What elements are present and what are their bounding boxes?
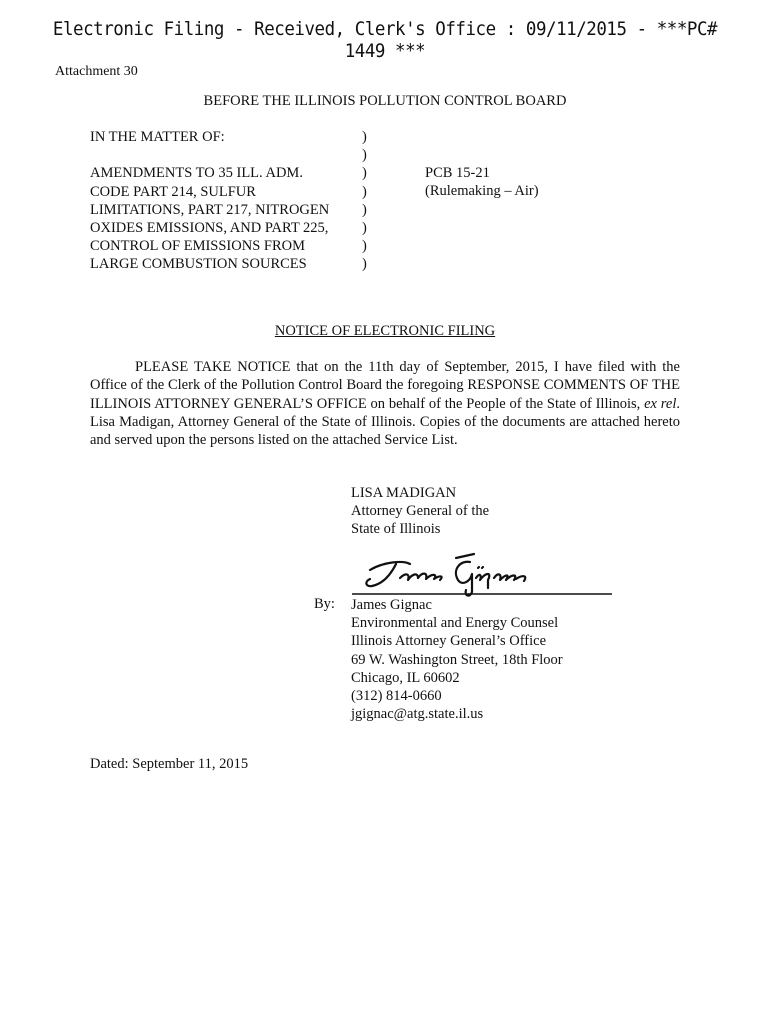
by-label: By: [314,596,335,612]
counsel-phone: (312) 814-0660 [351,688,442,705]
case-caption-left [90,128,329,274]
counsel-role: Environmental and Energy Counsel [351,615,559,632]
caption-spacer [90,146,329,164]
caption-parentheses-column [362,128,367,274]
caption-title-line: CONTROL OF EMISSIONS FROM [90,238,305,255]
signatory-title: Attorney General of the [351,503,490,520]
notice-title [0,323,770,340]
counsel-address: 69 W. Washington Street, 18th Floor [351,651,563,668]
filing-stamp-header: Electronic Filing - Received, Clerk's Office : 09/11/2015 - ***PC# 1449 *** [52,18,718,62]
case-caption-right [425,164,539,200]
caption-paren: ) [362,165,367,182]
caption-title-line: LIMITATIONS, PART 217, NITROGEN [90,201,330,218]
caption-title-line: AMENDMENTS TO 35 ILL. ADM. [90,165,303,182]
caption-paren: ) [362,220,367,237]
signatory-block [351,484,489,539]
dated-line: Dated: September 11, 2015 [90,756,249,772]
notice-title-text: NOTICE OF ELECTRONIC FILING [274,323,496,339]
notice-body-paragraph [90,358,680,449]
caption-title-line: CODE PART 214, SULFUR [90,183,256,200]
signatory-name: LISA MADIGAN [351,485,457,501]
counsel-office: Illinois Attorney General’s Office [351,633,547,650]
body-text-italic: ex rel [644,395,677,412]
counsel-city: Chicago, IL 60602 [351,669,460,686]
attachment-label: Attachment 30 [55,64,138,79]
body-text-part1: PLEASE TAKE NOTICE that on the 11th day of September, 2015, I have filed with the Office of the Clerk of the Pollution Control Board the foregoing RESPONSE COMMENTS OF THE ILLINOIS ATTORNEY GENERAL’S OFFICE on behalf of the People of the State of Illinois, [90,359,680,412]
caption-paren: ) [362,201,367,218]
board-heading: BEFORE THE ILLINOIS POLLUTION CONTROL BOARD [203,93,567,109]
case-type: (Rulemaking – Air) [425,183,539,200]
caption-title-line: LARGE COMBUSTION SOURCES [90,256,307,273]
signatory-state: State of Illinois [351,521,441,538]
case-number: PCB 15-21 [425,165,490,181]
counsel-name: James Gignac [351,597,432,613]
body-text-part2: . Lisa Madigan, Attorney General of the State of Illinois. Copies of the documents are attached hereto and served upon the persons listed on the attached Service List. [90,395,680,449]
caption-paren: ) [362,256,367,273]
handwritten-signature [348,548,616,598]
counsel-contact-block [351,596,563,723]
caption-paren: ) [362,238,367,255]
caption-paren: ) [362,129,367,145]
caption-paren: ) [362,183,367,200]
caption-paren: ) [362,147,367,164]
caption-title-line: OXIDES EMISSIONS, AND PART 225, [90,220,329,237]
counsel-email: jgignac@atg.state.il.us [351,706,484,723]
matter-label: IN THE MATTER OF: [90,129,225,145]
